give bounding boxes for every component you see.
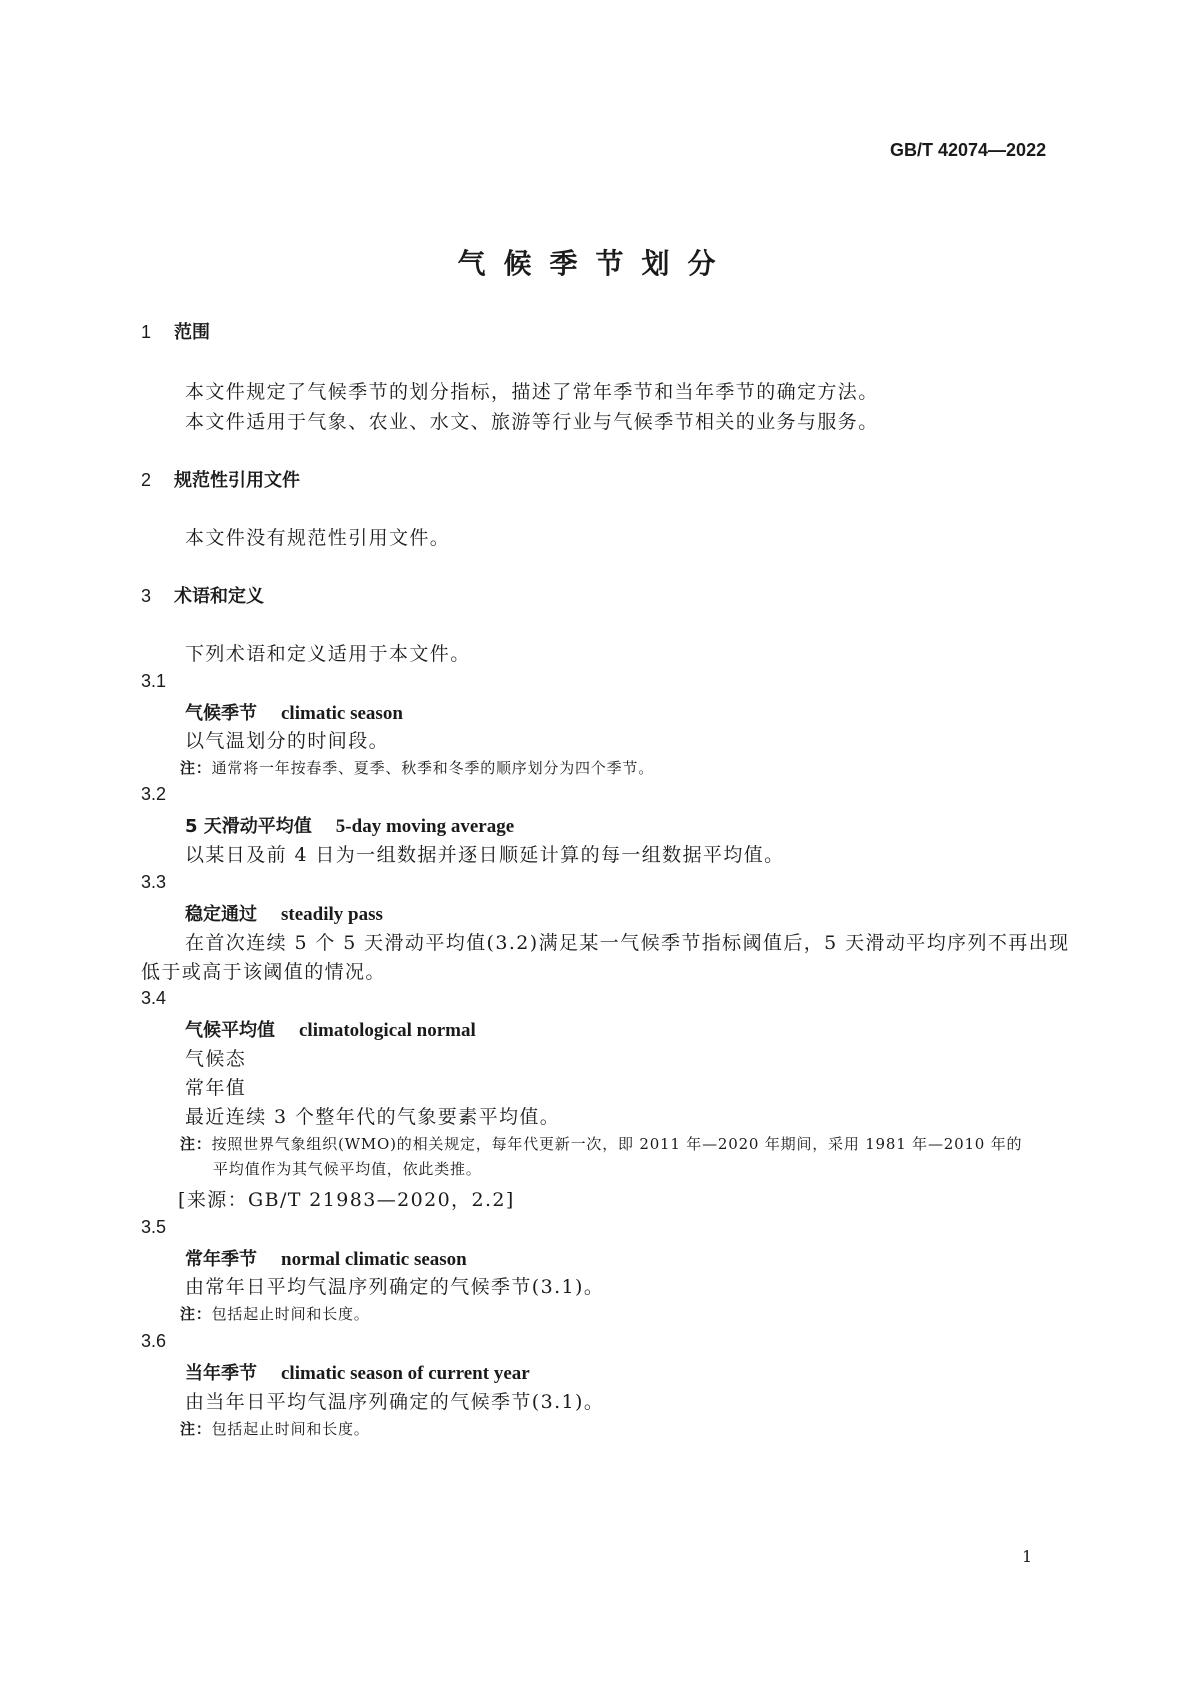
term-number: 3.4	[141, 988, 167, 1008]
term-synonym: 气候态	[185, 1048, 247, 1070]
term-note	[180, 1303, 370, 1324]
term-3-4-entry	[185, 1016, 476, 1042]
term-3-3-entry	[185, 900, 383, 926]
document-title: 气候季节划分	[457, 247, 734, 280]
term-3-1-entry	[185, 699, 403, 725]
term-synonym: 常年值	[185, 1077, 247, 1099]
term-note	[180, 757, 654, 778]
term-definition: 最近连续 3 个整年代的气象要素平均值。	[185, 1106, 561, 1128]
standard-code: GB/T 42074—2022	[890, 140, 1047, 160]
note-text: 按照世界气象组织(WMO)的相关规定，每年代更新一次，即 2011 年—2020 年期间，采用 1981 年—2010 年的	[211, 1135, 1023, 1153]
section-1-heading	[141, 318, 210, 344]
term-note-continued: 平均值作为其气候平均值，依此类推。	[213, 1160, 482, 1178]
section-1-para-1: 本文件规定了气候季节的划分指标，描述了常年季节和当年季节的确定方法。	[185, 381, 879, 403]
term-definition-continued: 低于或高于该阈值的情况。	[141, 961, 386, 983]
term-number: 3.2	[141, 784, 167, 804]
note-label: 注：	[180, 1420, 212, 1438]
term-3-2-entry	[185, 812, 514, 838]
section-number: 1	[141, 322, 152, 342]
term-zh: 常年季节	[185, 1249, 257, 1270]
term-definition: 以某日及前 4 日为一组数据并逐日顺延计算的每一组数据平均值。	[185, 844, 785, 866]
term-number: 3.5	[141, 1217, 167, 1237]
term-definition: 在首次连续 5 个 5 天滑动平均值(3.2)满足某一气候季节指标阈值后，5 天滑动平均序列不再出现	[185, 932, 1070, 954]
section-title: 术语和定义	[174, 586, 264, 607]
section-number: 2	[141, 470, 152, 490]
term-en: normal climatic season	[281, 1249, 467, 1270]
term-definition: 由常年日平均气温序列确定的气候季节(3.1)。	[185, 1276, 605, 1298]
note-text: 包括起止时间和长度。	[211, 1305, 370, 1323]
term-source: [来源：GB/T 21983—2020，2.2]	[178, 1189, 515, 1211]
term-note	[180, 1133, 1022, 1154]
term-zh: 稳定通过	[185, 904, 257, 925]
term-en: climatic season of current year	[281, 1363, 530, 1384]
term-en: steadily pass	[281, 904, 383, 925]
term-number: 3.1	[141, 671, 167, 691]
note-label: 注：	[180, 1135, 212, 1153]
page-number: 1	[1022, 1547, 1033, 1566]
term-zh: 气候平均值	[185, 1020, 275, 1041]
section-title: 规范性引用文件	[174, 470, 300, 491]
section-1-para-2: 本文件适用于气象、农业、水文、旅游等行业与气候季节相关的业务与服务。	[185, 411, 879, 433]
term-3-6-entry	[185, 1359, 530, 1385]
term-en: climatic season	[281, 703, 403, 724]
note-label: 注：	[180, 759, 212, 777]
term-en: climatological normal	[299, 1020, 476, 1041]
note-label: 注：	[180, 1305, 212, 1323]
note-text: 包括起止时间和长度。	[211, 1420, 370, 1438]
section-title: 范围	[174, 322, 210, 343]
term-definition: 以气温划分的时间段。	[185, 730, 390, 752]
section-3-para-1: 下列术语和定义适用于本文件。	[185, 643, 471, 665]
term-zh: 当年季节	[185, 1363, 257, 1384]
term-number: 3.3	[141, 872, 167, 892]
term-zh: 气候季节	[185, 703, 257, 724]
section-number: 3	[141, 586, 152, 606]
term-note	[180, 1418, 370, 1439]
section-2-para-1: 本文件没有规范性引用文件。	[185, 527, 451, 549]
section-3-heading	[141, 582, 264, 608]
term-zh: 5 天滑动平均值	[185, 816, 312, 837]
term-definition: 由当年日平均气温序列确定的气候季节(3.1)。	[185, 1391, 605, 1413]
term-en: 5-day moving average	[335, 816, 515, 837]
term-number: 3.6	[141, 1331, 167, 1351]
note-text: 通常将一年按春季、夏季、秋季和冬季的顺序划分为四个季节。	[211, 759, 655, 777]
section-2-heading	[141, 466, 300, 492]
term-3-5-entry	[185, 1245, 467, 1271]
